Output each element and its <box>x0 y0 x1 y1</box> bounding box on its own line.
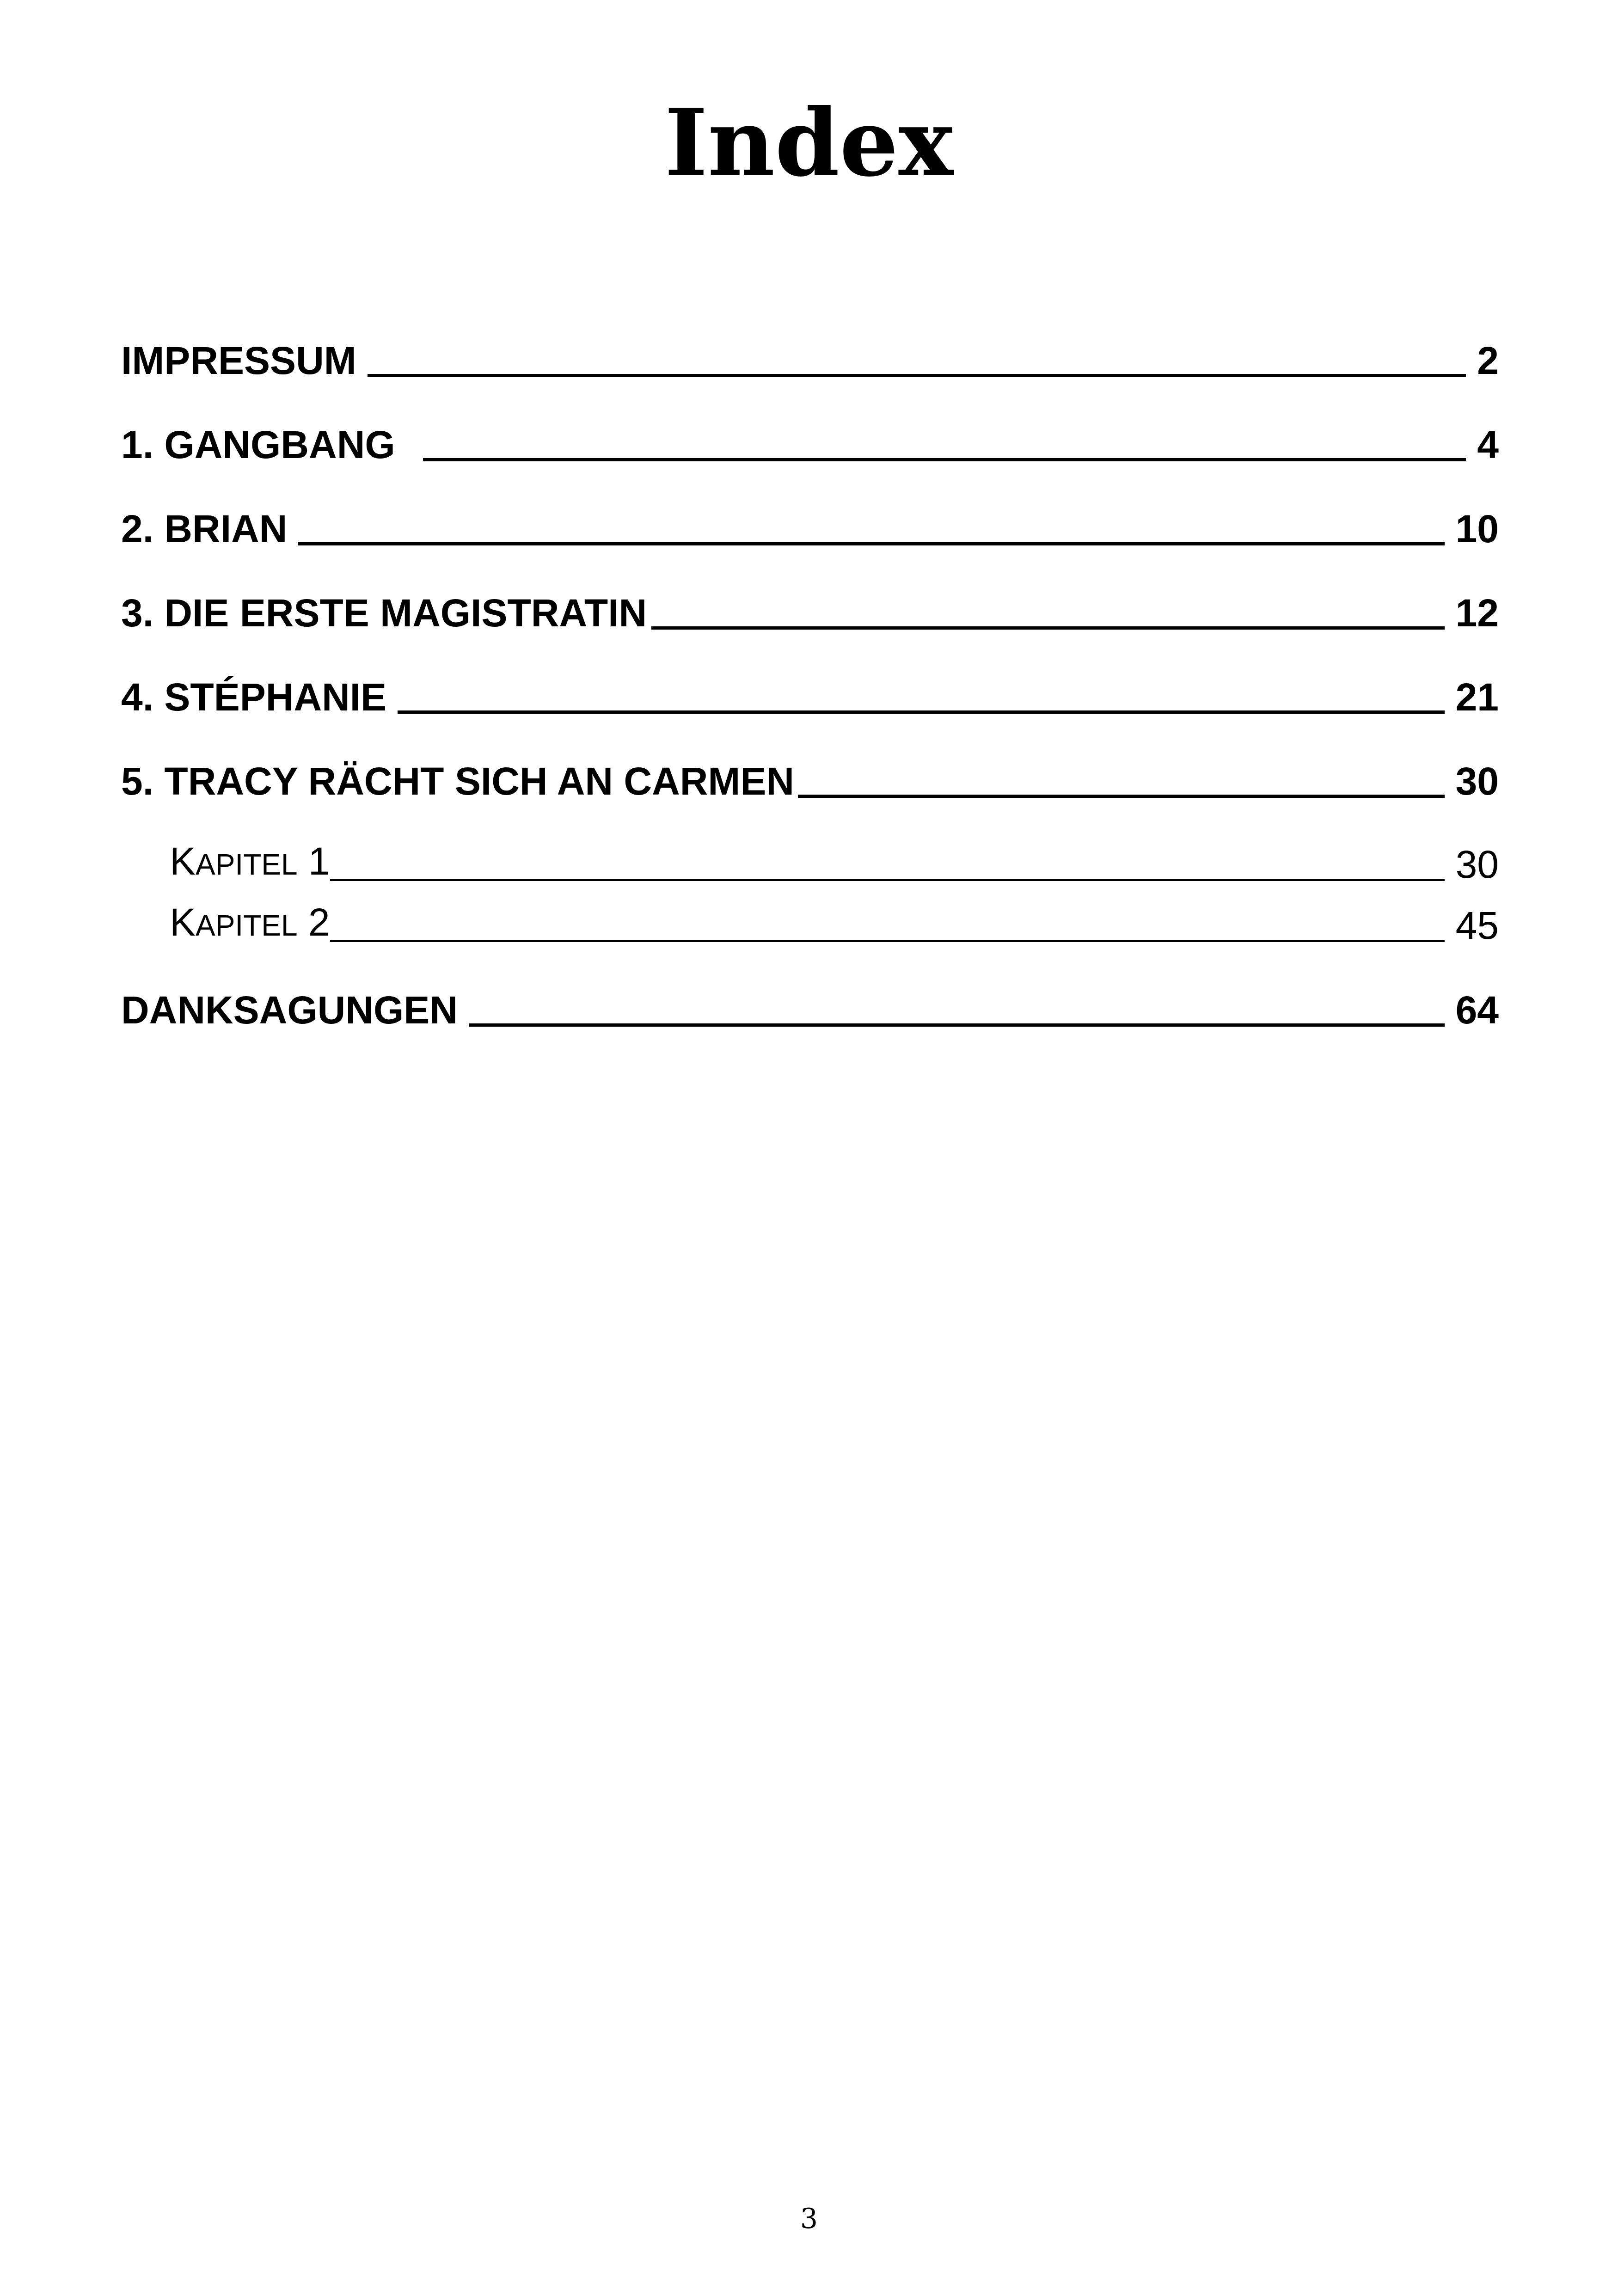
label-rest: APITEL <box>196 909 298 942</box>
toc-subentry-kapitel-2[interactable] <box>121 888 1499 949</box>
toc-entry-label <box>170 899 330 949</box>
toc-leader-line <box>469 1023 1445 1027</box>
label-number: 2 <box>308 900 330 944</box>
toc-entry-label: 3. DIE ERSTE MAGISTRATIN <box>121 591 647 635</box>
toc-leader-line <box>330 879 1445 881</box>
toc-entry-brian[interactable] <box>121 492 1499 552</box>
toc-entry-impressum[interactable] <box>121 324 1499 384</box>
toc-entry-page: 10 <box>1455 507 1499 551</box>
toc-entry-label: 5. TRACY RÄCHT SICH AN CARMEN <box>121 759 795 803</box>
toc-subentry-kapitel-1[interactable] <box>121 827 1499 888</box>
toc-entry-label: 4. STÉPHANIE <box>121 675 387 719</box>
page-number: 3 <box>800 2203 818 2235</box>
toc-leader-line <box>398 710 1444 714</box>
toc-leader-line <box>651 626 1444 630</box>
label-initial: K <box>170 900 196 944</box>
toc-entry-label: IMPRESSUM <box>121 339 356 382</box>
toc-entry-page: 64 <box>1455 988 1499 1032</box>
toc-leader-line <box>368 374 1466 377</box>
toc-entry-page: 2 <box>1477 339 1499 382</box>
toc-entry-tracy-raecht-sich-an-carmen[interactable] <box>121 744 1499 804</box>
toc-entry-page: 21 <box>1455 675 1499 719</box>
toc-entry-stephanie[interactable] <box>121 660 1499 720</box>
toc-entry-label: 2. BRIAN <box>121 507 288 551</box>
label-initial: K <box>170 839 196 883</box>
toc-entry-label <box>170 838 330 888</box>
toc-entry-page: 30 <box>1455 759 1499 803</box>
toc-entry-page: 4 <box>1477 423 1499 466</box>
toc-leader-line <box>423 458 1466 461</box>
toc-entry-label: DANKSAGUNGEN <box>121 988 458 1032</box>
toc-leader-line <box>298 542 1444 545</box>
toc-leader-line <box>330 940 1445 942</box>
toc-entry-danksagungen[interactable] <box>121 973 1499 1033</box>
toc-entry-gangbang[interactable] <box>121 408 1499 468</box>
toc-entry-page: 12 <box>1455 591 1499 635</box>
toc-entry-page: 30 <box>1455 843 1499 886</box>
label-rest: APITEL <box>196 848 298 881</box>
page-title: Index <box>664 89 954 197</box>
toc-leader-line <box>798 795 1445 798</box>
toc-entry-page: 45 <box>1455 904 1499 947</box>
toc-entry-label: 1. GANGBANG <box>121 423 395 466</box>
toc-entry-die-erste-magistratin[interactable] <box>121 576 1499 636</box>
label-number: 1 <box>308 839 330 883</box>
